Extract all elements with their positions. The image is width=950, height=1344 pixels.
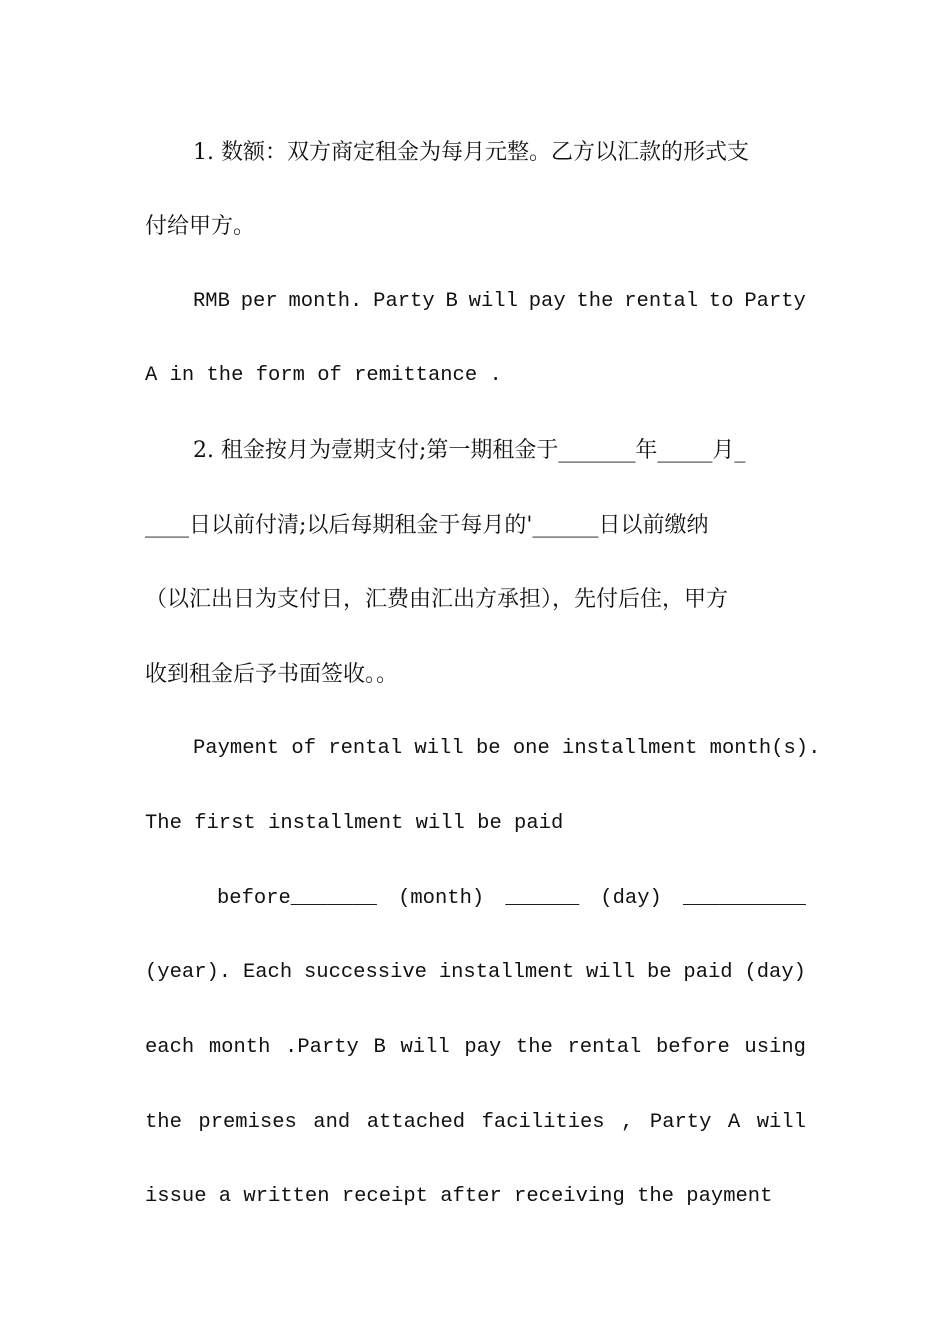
- word: B: [373, 1036, 386, 1059]
- clause2-en-line1: Payment of rental will be one installment month(s).: [193, 737, 821, 760]
- blank-month: ______: [505, 887, 580, 910]
- word: rental: [567, 1036, 642, 1059]
- day-label: (day): [600, 887, 662, 910]
- clause2-zh-line3: （以汇出日为支付日，汇费由汇出方承担），先付后住，甲方: [145, 587, 729, 612]
- word: RMB: [193, 290, 230, 313]
- clause2-en-line4: [145, 953, 806, 993]
- clause2-en-line7: issue a written receipt after receiving the payment: [145, 1185, 773, 1208]
- word: the: [145, 1111, 182, 1134]
- word: month.: [288, 290, 363, 313]
- word: to: [708, 290, 734, 313]
- word: Party: [373, 290, 435, 313]
- month-label: (month): [398, 887, 485, 910]
- word: and: [313, 1111, 351, 1134]
- word: rental: [624, 290, 699, 313]
- word: per: [240, 290, 278, 313]
- word: .Party: [285, 1036, 359, 1059]
- clause1-zh-line1: 1. 数额：双方商定租金为每月元整。乙方以汇款的形式支: [193, 140, 749, 165]
- blank-day: __________: [682, 887, 806, 910]
- clause2-en-line5: [145, 1028, 806, 1068]
- clause1-zh-line2: 付给甲方。: [145, 214, 256, 239]
- word: Party: [744, 290, 806, 313]
- word: installment: [438, 961, 575, 984]
- clause1-en-line1: [145, 282, 806, 322]
- word: attached: [366, 1111, 466, 1134]
- word: Each: [242, 961, 293, 984]
- word: before: [655, 1036, 730, 1059]
- clause2-zh-line4: 收到租金后予书面签收。。: [145, 662, 399, 687]
- word: the: [576, 290, 614, 313]
- word: each: [145, 1036, 195, 1059]
- word: pay: [528, 290, 566, 313]
- clause2-zh-line2: ____日以前付清;以后每期租金于每月的'______日以前缴纳: [145, 513, 709, 538]
- word: using: [744, 1036, 806, 1059]
- word: the: [515, 1036, 553, 1059]
- word: will: [585, 961, 636, 984]
- word: A: [727, 1111, 741, 1134]
- word: be: [646, 961, 672, 984]
- word: pay: [464, 1036, 502, 1059]
- word: facilities: [481, 1111, 605, 1134]
- word: will: [468, 290, 518, 313]
- clause2-zh-line1: 2. 租金按月为壹期支付;第一期租金于_______年_____月_: [193, 438, 746, 463]
- word: month: [208, 1036, 271, 1059]
- word: will: [400, 1036, 450, 1059]
- word: Party: [649, 1111, 712, 1134]
- clause2-en-line6: [145, 1103, 806, 1143]
- clause1-en-line2: A in the form of remittance .: [145, 364, 502, 387]
- word: (year).: [145, 961, 232, 984]
- word: (day): [744, 961, 806, 984]
- word: ,: [621, 1111, 634, 1134]
- clause2-en-line3: [145, 879, 806, 919]
- word: B: [445, 290, 458, 313]
- word: successive: [303, 961, 427, 984]
- blank-before: before_______: [217, 887, 377, 910]
- word: will: [756, 1111, 806, 1134]
- word: premises: [198, 1111, 297, 1134]
- clause2-en-line2: The first installment will be paid: [145, 812, 564, 835]
- word: paid: [683, 961, 733, 984]
